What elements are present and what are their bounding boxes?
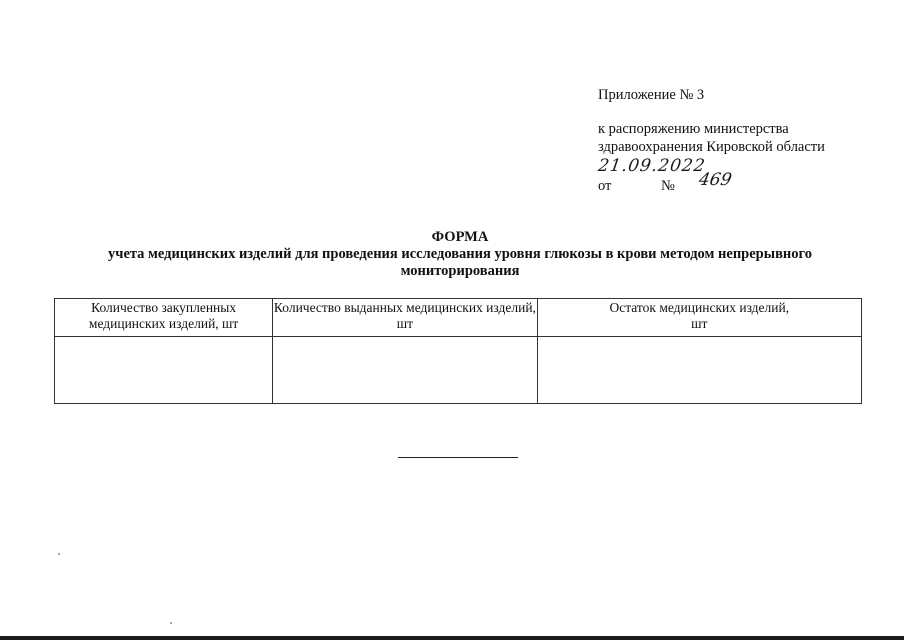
table-cell-remaining bbox=[537, 337, 861, 404]
form-title: ФОРМА bbox=[431, 229, 489, 245]
table-cell-issued bbox=[273, 337, 537, 404]
form-heading bbox=[70, 229, 850, 280]
from-label: от bbox=[598, 178, 612, 194]
handwritten-date: 21.09.2022 bbox=[596, 156, 707, 176]
order-line-1: к распоряжению министерства bbox=[598, 121, 789, 137]
scan-speck bbox=[58, 553, 60, 555]
column-header-line: шт bbox=[396, 316, 414, 331]
form-subtitle-line-2: мониторирования bbox=[400, 263, 520, 279]
appendix-title: Приложение № 3 bbox=[598, 87, 705, 103]
table-row bbox=[55, 337, 862, 404]
scan-speck bbox=[170, 622, 172, 624]
order-line-2: здравоохранения Кировской области bbox=[598, 139, 825, 155]
footer-rule bbox=[398, 457, 518, 458]
column-header-issued bbox=[273, 299, 537, 337]
table-header-row bbox=[55, 299, 862, 337]
handwritten-number: 469 bbox=[697, 170, 734, 190]
scan-edge bbox=[0, 636, 904, 640]
column-header-remaining bbox=[537, 299, 861, 337]
column-header-line: Количество закупленных bbox=[91, 300, 237, 315]
column-header-line: медицинских изделий, шт bbox=[88, 316, 239, 331]
appendix-block bbox=[598, 86, 888, 195]
form-subtitle-line-1: учета медицинских изделий для проведения исследования уровня глюкозы в крови методом непрерывного bbox=[108, 246, 812, 262]
order-reference bbox=[598, 120, 888, 195]
order-date-number-line bbox=[598, 170, 888, 195]
column-header-purchased bbox=[55, 299, 273, 337]
column-header-line: шт bbox=[691, 316, 708, 331]
table-cell-purchased bbox=[55, 337, 273, 404]
records-table bbox=[54, 298, 862, 404]
number-label: № bbox=[661, 178, 675, 194]
column-header-line: Количество выданных медицинских изделий, bbox=[273, 300, 536, 315]
column-header-line: Остаток медицинских изделий, bbox=[609, 300, 790, 315]
